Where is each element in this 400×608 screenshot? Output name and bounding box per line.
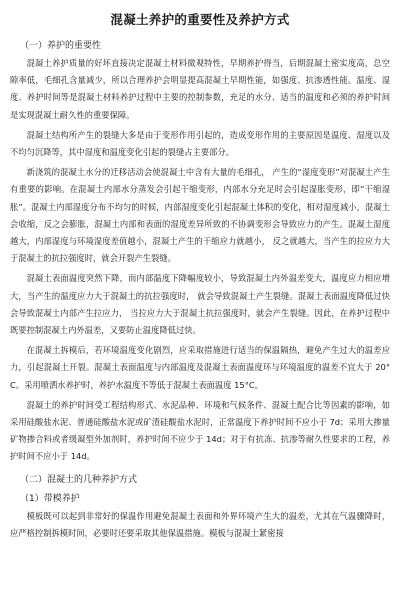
- paragraph-2: 混凝土结构所产生的裂缝大多是由于变形作用引起的，造成变形作用的主要原因是温度、湿度以及不均匀沉降等，其中湿度和温度变化引起的裂缝占主要部分。: [10, 129, 390, 158]
- subsection-heading-formwork: （1）带模养护: [20, 493, 80, 504]
- paragraph-3: 新浇筑的混凝土水分的迁移活动会使混凝土中含有大量的毛细孔， 产生的“湿度变形”对混凝土产生有重要的影响。在混凝土内部水分蒸发会引起干缩变形，内部水分充足时会引起湿胀变形，即“干缩湿胀”。混凝土内部湿度分布不均匀的时候，内部湿度变化引起混凝土体积的变化，相对湿度减小，混凝土会收缩，反之会膨胀，混凝土内部和表面的湿度差异所致的不协调变形会导致应力的产生。混凝土湿度越大，内部湿度与环境湿度差值越小，混凝土产生的干缩应力就越小， 反之就越大，当产生的拉应力大于混凝土的抗拉强度时，就会开裂产生裂缝。: [10, 167, 390, 264]
- paragraph-4: 混凝土表面温度突然下降，而内部温度下降幅度较小，导致混凝土内外温差变大，温度应力相应增大，当产生的温度应力大于混凝土的抗拉强度时， 就会导致混凝土产生裂缝。混凝土表面温度降低过快会导致混凝土内部产生拉应力， 当拉应力大于混凝土抗拉强度时，就会产生裂缝。因此，在养护过程中既要控制混凝土内外温差，又要防止温度降低过快。: [10, 273, 390, 336]
- paragraph-7: 模板既可以起到非常好的保温作用避免混凝土表面和外界环境产生大的温差，尤其在气温骤降时，应严格控制拆模时间，必要时还要采取其他保温措施。模板与混凝土紧密接: [10, 510, 390, 538]
- section-heading-importance: （一）养护的重要性: [20, 41, 102, 51]
- paragraph-6: 混凝土的养护时间受工程结构形式、水泥品种、环境和气候条件、混凝土配合比等因素的影响，如采用硅酸盐水泥、普通硅酸盐水泥或矿渣硅酸盐水泥时，正常温度下养护时间不应小于 7d；采用大掺量矿物掺合料或者缓凝型外加剂时，养护时间不应少于 14d；对于有抗冻、抗渗等耐久性要求的工程，养护时间不应小于 14d。: [10, 399, 390, 462]
- paragraph-1: 混凝土养护质量的好坏直接决定混凝土材料微观特性，早期养护得当，后期混凝土密实度高，总空隙率低，毛细孔含量减少，所以合理养护会明显提高混凝土早期性能，如强度、抗渗透性能。温度、湿度、养护时间等是混凝土材料养护过程中主要的控制参数，充足的水分、适当的温度和必须的养护时间是实现混凝土耐久性的重要保障。: [10, 58, 390, 120]
- document-title: 混凝土养护的重要性及养护方式: [110, 12, 290, 27]
- paragraph-5: 在混凝土拆模后，若环境温度变化剧烈，应采取措施进行适当的保温隔热，避免产生过大的温差应力，引起混凝土开裂。混凝土表面温度与内部温度及混凝土表面温度环与环境温度的温差不宜大于 20°C。采用喷洒水养护时，养护水温度不等低于混凝土表面温度 15°C。: [10, 345, 390, 390]
- section-heading-methods: （二）混凝土的几种养护方式: [20, 474, 138, 485]
